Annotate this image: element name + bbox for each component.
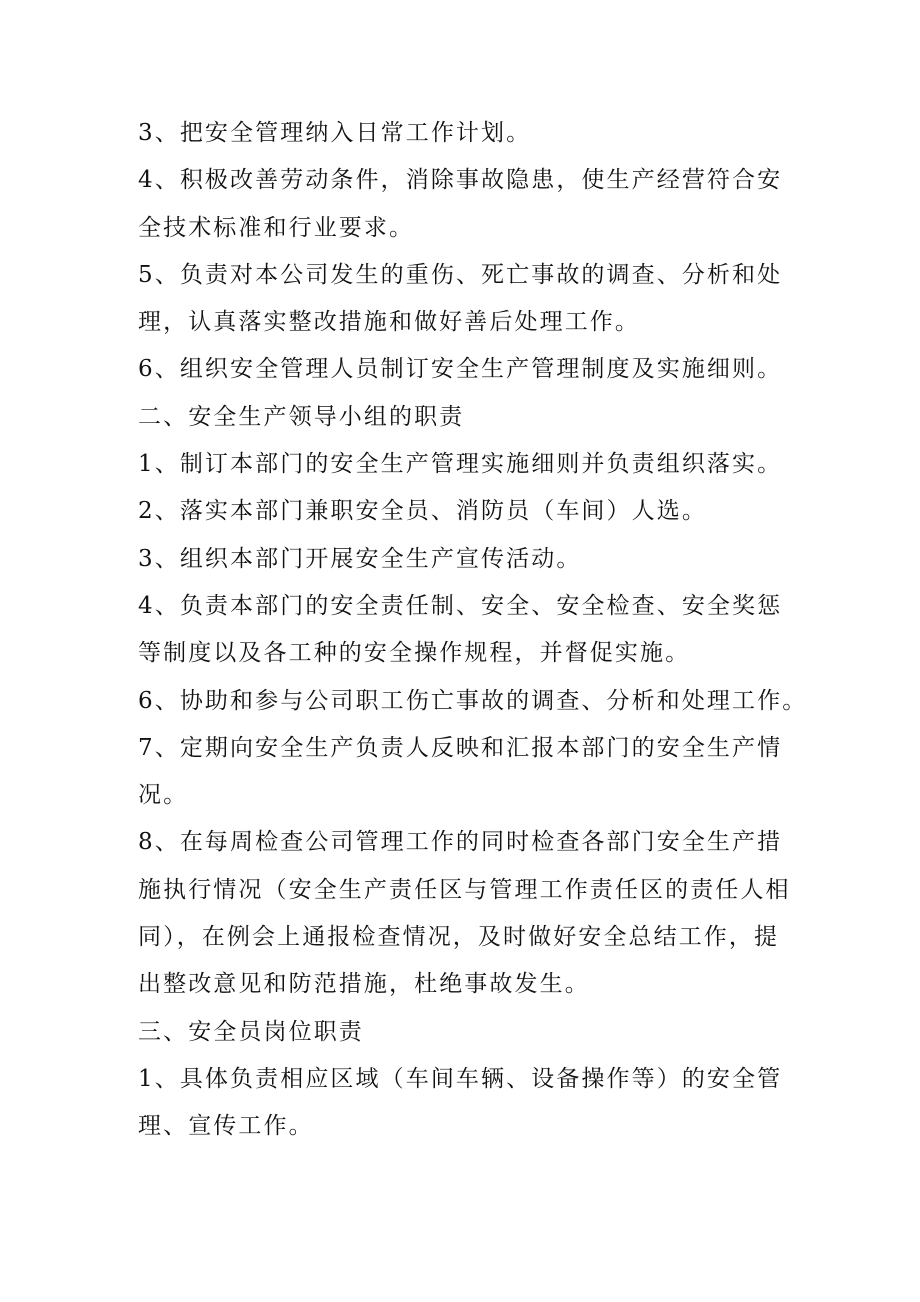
text-line: 1、制订本部门的安全生产管理实施细则并负责组织落实。	[138, 451, 783, 478]
text-line: 理，认真落实整改措施和做好善后处理工作。	[138, 309, 640, 336]
text-line: 二、安全生产领导小组的职责	[138, 403, 465, 430]
paragraph	[138, 394, 798, 441]
text-line: 7、定期向安全生产负责人反映和汇报本部门的安全生产情	[138, 734, 783, 761]
paragraph	[138, 1009, 798, 1056]
text-line: 4、负责本部门的安全责任制、安全、安全检查、安全奖惩	[138, 592, 783, 619]
paragraph	[138, 157, 798, 252]
text-line: 理、宣传工作。	[138, 1113, 314, 1140]
text-line: 出整改意见和防范措施，杜绝事故发生。	[138, 971, 590, 998]
paragraph	[138, 678, 808, 725]
text-line: 6、协助和参与公司职工伤亡事故的调查、分析和处理工作。	[138, 687, 808, 714]
text-line: 4、积极改善劳动条件，消除事故隐患，使生产经营符合安	[138, 167, 783, 194]
text-line: 等制度以及各工种的安全操作规程，并督促实施。	[138, 640, 691, 667]
paragraph	[138, 252, 798, 347]
text-line: 6、组织安全管理人员制订安全生产管理制度及实施细则。	[138, 356, 783, 383]
text-line: 况。	[138, 782, 189, 809]
paragraph	[138, 441, 798, 488]
text-line: 2、落实本部门兼职安全员、消防员（车间）人选。	[138, 498, 707, 525]
text-line: 同），在例会上通报检查情况，及时做好安全总结工作，提	[138, 924, 780, 951]
text-line: 3、把安全管理纳入日常工作计划。	[138, 120, 532, 146]
paragraph	[138, 346, 798, 393]
text-line: 8、在每周检查公司管理工作的同时检查各部门安全生产措	[138, 829, 783, 856]
paragraph	[138, 583, 798, 678]
paragraph	[138, 110, 798, 157]
paragraph	[138, 1056, 798, 1151]
document-body	[138, 110, 808, 1151]
text-line: 1、具体负责相应区域（车间车辆、设备操作等）的安全管	[138, 1065, 783, 1092]
paragraph	[138, 819, 798, 1008]
text-line: 三、安全员岗位职责	[138, 1018, 364, 1045]
text-line: 施执行情况（安全生产责任区与管理工作责任区的责任人相	[138, 876, 791, 903]
paragraph	[138, 536, 798, 583]
paragraph	[138, 488, 798, 535]
paragraph	[138, 725, 798, 820]
text-line: 5、负责对本公司发生的重伤、死亡事故的调查、分析和处	[138, 261, 783, 288]
text-line: 3、组织本部门开展安全生产宣传活动。	[138, 545, 582, 572]
text-line: 全技术标准和行业要求。	[138, 214, 415, 241]
